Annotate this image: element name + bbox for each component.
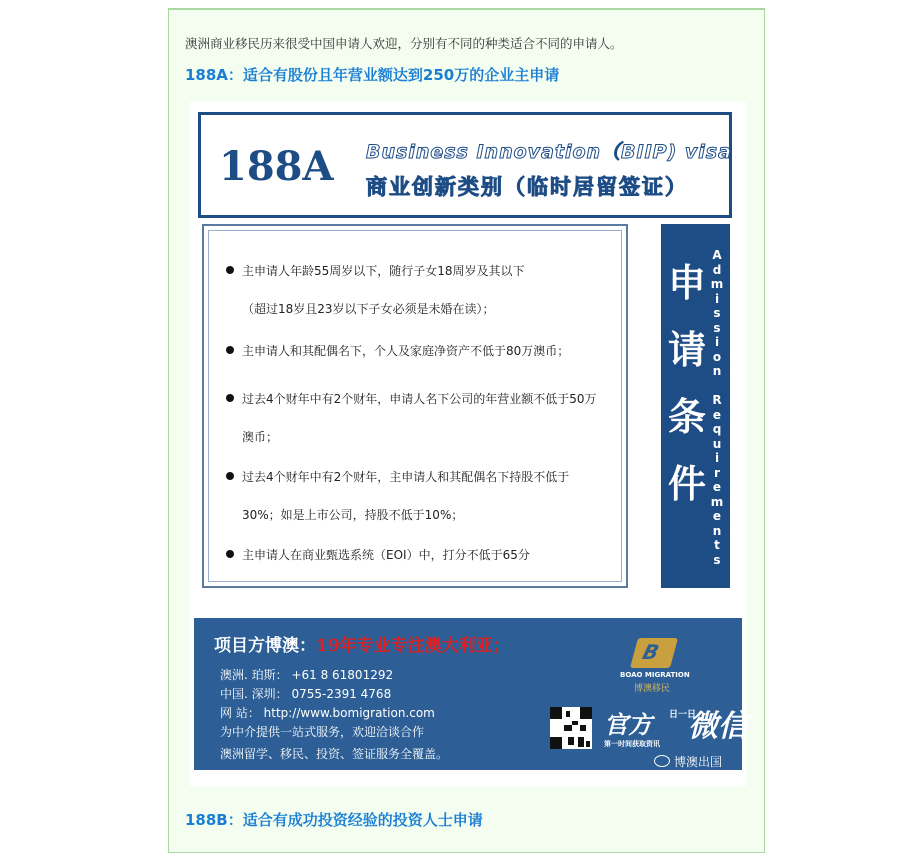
requirement-line: 澳币； — [242, 430, 279, 444]
article-card — [168, 8, 765, 853]
requirement-line: 过去4个财年中有2个财年，主申请人和其配偶名下持股不低于 — [226, 468, 569, 485]
bullet-icon — [226, 346, 234, 354]
contact-shenzhen: 中国. 深圳： 0755-2391 4768 — [220, 687, 392, 701]
bullet-icon — [226, 472, 234, 480]
requirement-line: 30%；如是上市公司，持股不低于10%； — [242, 508, 464, 522]
contact-website: 网 站： http://www.bomigration.com — [220, 706, 435, 720]
requirements-sidebar — [661, 224, 730, 588]
visa-title-cn: 商业创新类别（临时居留签证） — [366, 175, 688, 199]
bullet-icon — [226, 266, 234, 274]
intro-text: 澳洲商业移民历来很受中国申请人欢迎，分别有不同的种类适合不同的申请人。 — [185, 36, 623, 51]
wechat-icon — [654, 755, 670, 767]
bullet-icon — [226, 394, 234, 402]
watermark: 博澳出国 — [654, 753, 722, 770]
requirement-line: 主申请人年龄55周岁以下，随行子女18周岁及其以下 — [226, 262, 525, 279]
service-line-1: 为中介提供一站式服务，欢迎洽谈合作 — [220, 725, 425, 739]
bullet-icon — [226, 550, 234, 558]
sidebar-title-cn: 申 请 条 件 — [667, 261, 706, 506]
poster-title-box — [198, 112, 732, 218]
visa-code: 188A — [219, 143, 334, 190]
requirement-line: 主申请人和其配偶名下，个人及家庭净资产不低于80万澳币； — [226, 342, 569, 359]
service-line-2: 澳洲留学、移民、投资、签证服务全覆盖。 — [220, 747, 449, 761]
contact-banner — [194, 618, 748, 770]
requirement-line: （超过18岁且23岁以下子女必须是未婚在读）； — [242, 302, 495, 316]
visa-poster-image — [190, 102, 746, 786]
heading-188b: 188B：适合有成功投资经验的投资人士申请 — [185, 811, 483, 829]
qr-code-icon — [550, 707, 592, 749]
slogan: 19年专业专注澳大利亚； — [316, 636, 510, 656]
contact-perth: 澳洲. 珀斯： +61 8 61801292 — [220, 668, 394, 682]
requirement-line: 过去4个财年中有2个财年，申请人名下公司的年营业额不低于50万 — [226, 390, 597, 407]
project-label: 项目方博澳：19年专业专注澳大利亚； — [214, 636, 510, 656]
sidebar-title-en: A d m i s s i o n R e q u i r e m e n t s — [710, 248, 724, 567]
boao-logo: B BOAO MIGRATION 博澳移民 — [620, 640, 690, 694]
heading-188a: 188A：适合有股份且年营业额达到250万的企业主申请 — [185, 66, 560, 84]
requirement-line: 主申请人在商业甄选系统（EOI）中，打分不低于65分 — [226, 546, 530, 563]
visa-title-en: Business Innovation（BIIP) visa — [366, 141, 732, 163]
wechat-official-logo: 官方 日一日 微信 第一时间获取资讯 — [604, 709, 748, 748]
requirements-box — [202, 224, 628, 588]
